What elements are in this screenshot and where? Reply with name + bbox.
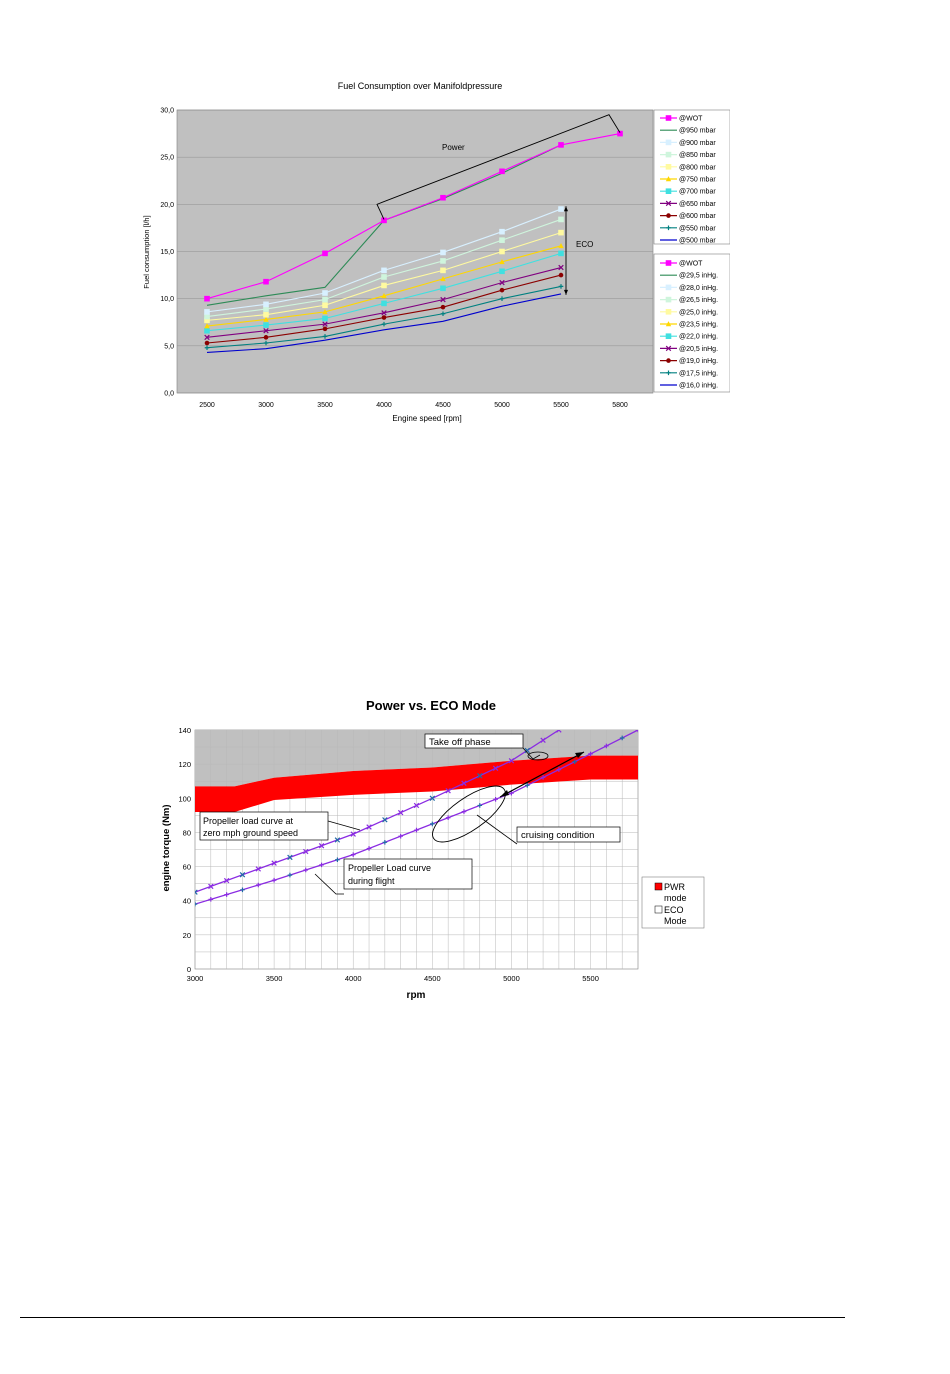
legend-label: @550 mbar xyxy=(679,225,716,233)
data-point xyxy=(205,314,210,319)
y-tick-label: 20 xyxy=(182,930,191,940)
legend-label: @29,5 inHg. xyxy=(679,272,719,280)
data-point xyxy=(559,273,564,278)
legend-label: @600 mbar xyxy=(679,213,716,221)
legend-marker xyxy=(666,334,671,339)
x-tick-label: 5000 xyxy=(503,974,520,983)
data-point xyxy=(205,296,210,301)
legend-label: @950 mbar xyxy=(679,127,716,135)
legend-marker xyxy=(666,261,671,266)
data-point xyxy=(323,291,328,296)
data-point xyxy=(500,229,505,234)
y-tick-label: 80 xyxy=(182,828,191,838)
y-tick-label: 5,0 xyxy=(164,343,174,351)
legend-pwr-swatch xyxy=(655,883,662,890)
data-point xyxy=(500,269,505,274)
data-point xyxy=(323,251,328,256)
data-point xyxy=(441,305,446,310)
x-tick-label: 2500 xyxy=(199,402,215,409)
y-tick-label: 120 xyxy=(178,760,191,770)
legend-label: @20,5 inHg. xyxy=(679,345,719,353)
y-tick-label: 60 xyxy=(182,862,191,872)
legend-label: @26,5 inHg. xyxy=(679,297,719,305)
power-eco-chart xyxy=(150,688,710,1010)
legend-marker xyxy=(666,189,671,194)
data-point xyxy=(559,251,564,256)
y-tick-label: 25,0 xyxy=(160,154,174,162)
x-tick-label: 3500 xyxy=(265,974,283,983)
legend-marker xyxy=(666,358,671,363)
data-point xyxy=(323,303,328,308)
x-tick-label: 4500 xyxy=(423,974,441,983)
eco-label: ECO xyxy=(576,240,594,249)
data-point xyxy=(382,268,387,273)
data-point xyxy=(500,169,505,174)
legend-label: @28,0 inHg. xyxy=(679,284,719,292)
x-tick-label: 4000 xyxy=(376,402,392,409)
data-point xyxy=(323,316,328,321)
y-tick-label: 0,0 xyxy=(164,390,174,398)
legend-marker xyxy=(666,213,671,218)
flight-label-2: during flight xyxy=(348,876,395,886)
data-point xyxy=(264,323,269,328)
data-point xyxy=(500,238,505,243)
chart2-title: Power vs. ECO Mode xyxy=(365,698,497,713)
data-point xyxy=(382,315,387,320)
y-tick-label: 30,0 xyxy=(160,107,174,115)
data-point xyxy=(264,279,269,284)
legend-label: @WOT xyxy=(679,260,703,268)
legend-pwr-label-2: mode xyxy=(664,893,687,903)
x-tick-label: 5000 xyxy=(494,402,510,409)
legend-marker xyxy=(666,152,671,157)
data-point xyxy=(264,312,269,317)
legend-marker xyxy=(666,285,671,290)
data-point xyxy=(205,328,210,333)
legend-label: @700 mbar xyxy=(679,188,716,196)
data-point xyxy=(559,207,564,212)
data-point xyxy=(441,268,446,273)
data-point xyxy=(500,288,505,293)
chart2-ylabel: engine torque (Nm) xyxy=(161,804,172,892)
x-tick-label: 3000 xyxy=(258,402,274,409)
y-tick-label: 0 xyxy=(186,965,191,974)
x-tick-label: 3500 xyxy=(317,402,333,409)
data-point xyxy=(441,195,446,200)
legend-label: @25,0 inHg. xyxy=(679,309,719,317)
data-point xyxy=(205,341,210,346)
data-point xyxy=(500,249,505,254)
chart2-legend xyxy=(642,877,704,928)
legend-label: @22,0 inHg. xyxy=(679,333,719,341)
takeoff-label: Take off phase xyxy=(429,737,491,748)
zero-speed-label-1: Propeller load curve at xyxy=(203,816,294,826)
legend-marker xyxy=(666,165,671,170)
x-tick-label: 5500 xyxy=(553,402,569,409)
data-point xyxy=(382,283,387,288)
legend-label: @650 mbar xyxy=(679,200,716,208)
legend-marker xyxy=(666,310,671,315)
data-point xyxy=(441,259,446,264)
data-point xyxy=(559,230,564,235)
legend-pwr-label-1: PWR xyxy=(664,882,685,892)
chart1-ylabel: Fuel consumption [l/h] xyxy=(142,215,151,289)
x-tick-label: 5500 xyxy=(582,974,599,983)
flight-label-1: Propeller Load curve xyxy=(348,863,432,873)
legend-label: @800 mbar xyxy=(679,164,716,172)
y-tick-label: 15,0 xyxy=(160,249,174,256)
x-tick-label: 4500 xyxy=(435,402,451,409)
y-tick-label: 10,0 xyxy=(160,296,174,304)
x-tick-label: 4000 xyxy=(344,974,362,983)
data-point xyxy=(323,297,328,302)
legend-eco-label-1: ECO xyxy=(664,905,684,915)
legend-label: @750 mbar xyxy=(679,176,716,184)
legend-eco-label-2: Mode xyxy=(664,916,687,926)
legend-eco-swatch xyxy=(655,906,662,913)
y-tick-label: 140 xyxy=(178,726,191,735)
data-point xyxy=(559,217,564,222)
fuel-consumption-chart xyxy=(130,70,730,430)
chart2-xlabel: rpm xyxy=(406,990,426,1001)
legend-label: @500 mbar xyxy=(679,237,716,245)
legend-marker xyxy=(666,140,671,145)
data-point xyxy=(264,302,269,307)
legend-label: @850 mbar xyxy=(679,152,716,160)
legend-marker xyxy=(666,297,671,302)
legend-label: @17,5 inHg. xyxy=(679,370,719,378)
data-point xyxy=(264,335,269,340)
legend-label: @WOT xyxy=(679,115,703,123)
data-point xyxy=(559,143,564,148)
data-point xyxy=(264,307,269,312)
power-label: Power xyxy=(442,143,465,152)
zero-speed-label-2: zero mph ground speed xyxy=(203,828,299,838)
chart1-xlabel: Engine speed [rpm] xyxy=(392,414,462,423)
x-tick-label: 5800 xyxy=(612,402,628,409)
y-tick-label: 40 xyxy=(182,896,191,906)
legend-label: @900 mbar xyxy=(679,139,716,147)
legend-label: @23,5 inHg. xyxy=(679,321,719,329)
data-point xyxy=(441,286,446,291)
data-point xyxy=(205,310,210,315)
data-point xyxy=(441,250,446,255)
chart1-title: Fuel Consumption over Manifoldpressure xyxy=(337,81,503,91)
data-point xyxy=(382,301,387,306)
y-tick-label: 20,0 xyxy=(160,201,174,209)
data-point xyxy=(382,275,387,280)
cruising-label: cruising condition xyxy=(521,830,595,841)
legend-label: @16,0 inHg. xyxy=(679,382,719,390)
footer-rule xyxy=(20,1317,845,1318)
legend-label: @19,0 inHg. xyxy=(679,358,719,366)
legend-marker xyxy=(666,116,671,121)
data-point xyxy=(323,327,328,332)
x-tick-label: 3000 xyxy=(186,974,204,983)
y-tick-label: 100 xyxy=(178,794,191,804)
